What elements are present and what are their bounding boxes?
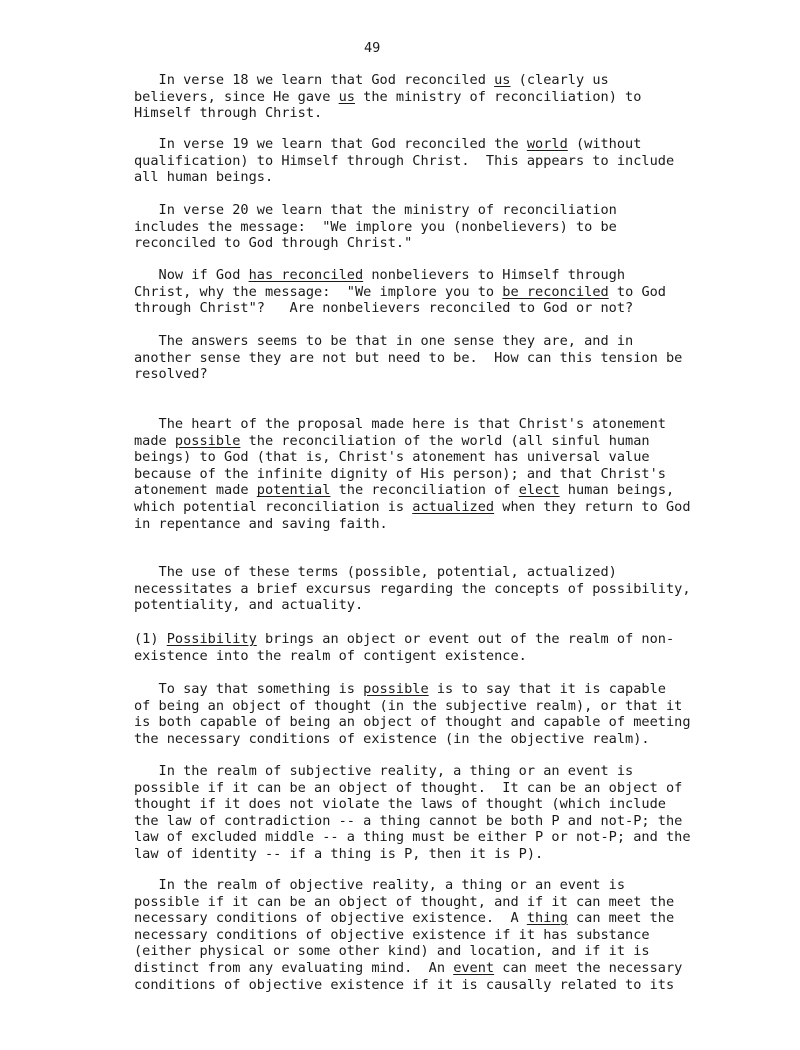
text-line bbox=[134, 943, 714, 960]
text-segment: of being an object of thought (in the subjective realm), or that it bbox=[134, 697, 683, 714]
text-line bbox=[134, 333, 714, 350]
text-line bbox=[134, 350, 714, 367]
text-line bbox=[134, 136, 714, 153]
underlined-term: potential bbox=[256, 482, 331, 499]
text-segment: The use of these terms (possible, potential, actualized) bbox=[134, 564, 617, 580]
text-segment: which potential reconciliation is bbox=[134, 498, 413, 515]
text-segment: the reconciliation of bbox=[330, 482, 519, 499]
text-segment: In verse 19 we learn that God reconciled the bbox=[134, 136, 527, 152]
paragraph bbox=[134, 763, 714, 863]
text-segment: In the realm of objective reality, a thing or an event is bbox=[134, 877, 626, 893]
text-segment: existence into the realm of contigent existence. bbox=[134, 647, 527, 664]
text-segment: conditions of objective existence if it is causally related to its bbox=[134, 976, 675, 993]
paragraph bbox=[134, 564, 714, 614]
text-segment: made bbox=[134, 432, 175, 449]
text-segment: necessitates a brief excursus regarding the concepts of possibility, bbox=[134, 580, 691, 597]
paragraph bbox=[134, 631, 714, 664]
text-segment: is both capable of being an object of thought and capable of meeting bbox=[134, 714, 691, 731]
text-line bbox=[134, 829, 714, 846]
text-line bbox=[134, 813, 714, 830]
underlined-term: world bbox=[526, 136, 568, 152]
text-segment: another sense they are not but need to be. How can this tension be bbox=[134, 349, 683, 366]
text-segment: Now if God bbox=[134, 267, 249, 283]
underlined-term: Possibility bbox=[166, 631, 257, 647]
text-segment: the ministry of reconciliation) to bbox=[354, 88, 642, 105]
text-line bbox=[134, 796, 714, 813]
text-line bbox=[134, 105, 714, 122]
text-segment: resolved? bbox=[134, 366, 208, 383]
text-segment: because of the infinite dignity of His person); and that Christ's bbox=[134, 465, 666, 482]
text-line bbox=[134, 366, 714, 383]
text-segment: possible if it can be an object of thought. It can be an object of bbox=[134, 779, 683, 796]
text-line bbox=[134, 681, 714, 698]
paragraph bbox=[134, 202, 714, 252]
text-line bbox=[134, 894, 714, 911]
text-line bbox=[134, 482, 714, 499]
text-segment: atonement made bbox=[134, 482, 257, 499]
text-segment: all human beings. bbox=[134, 169, 274, 186]
text-segment: can meet the necessary bbox=[494, 959, 683, 976]
page-number: 49 bbox=[364, 40, 381, 56]
text-segment: in repentance and saving faith. bbox=[134, 515, 388, 532]
text-segment: (without bbox=[567, 136, 642, 152]
text-line bbox=[134, 910, 714, 927]
underlined-term: possible bbox=[174, 432, 241, 449]
text-line bbox=[134, 780, 714, 797]
text-line bbox=[134, 927, 714, 944]
text-segment: human beings, bbox=[559, 482, 675, 499]
text-line bbox=[134, 960, 714, 977]
text-line bbox=[134, 763, 714, 780]
text-segment: potentiality, and actuality. bbox=[134, 597, 364, 614]
text-line bbox=[134, 698, 714, 715]
text-line bbox=[134, 235, 714, 252]
text-line bbox=[134, 169, 714, 186]
text-line bbox=[134, 597, 714, 614]
text-segment: Himself through Christ. bbox=[134, 105, 323, 122]
text-segment: The heart of the proposal made here is that Christ's atonement bbox=[134, 416, 666, 432]
text-segment: necessary conditions of objective existence if it has substance bbox=[134, 926, 650, 943]
text-line bbox=[134, 516, 714, 533]
text-line bbox=[134, 72, 714, 89]
underlined-term: elect bbox=[518, 482, 560, 499]
text-segment: can meet the bbox=[567, 910, 675, 927]
text-line bbox=[134, 581, 714, 598]
text-segment: (clearly us bbox=[510, 72, 609, 88]
paragraph bbox=[134, 333, 714, 383]
underlined-term: actualized bbox=[412, 498, 495, 515]
text-segment: through Christ"? Are nonbelievers reconciled to God or not? bbox=[134, 300, 634, 317]
text-line bbox=[134, 284, 714, 301]
text-segment: qualification) to Himself through Christ. This appears to include bbox=[134, 152, 675, 169]
text-segment: Christ, why the message: "We implore you to bbox=[134, 283, 503, 300]
text-segment: reconciled to God through Christ." bbox=[134, 235, 413, 252]
underlined-term: thing bbox=[526, 910, 568, 927]
text-line bbox=[134, 267, 714, 284]
text-line bbox=[134, 219, 714, 236]
underlined-term: us bbox=[338, 88, 355, 105]
text-line bbox=[134, 846, 714, 863]
text-segment: The answers seems to be that in one sense they are, and in bbox=[134, 333, 634, 349]
text-line bbox=[134, 714, 714, 731]
paragraph bbox=[134, 72, 714, 122]
text-segment: thought if it does not violate the laws of thought (which include bbox=[134, 796, 666, 813]
paragraph bbox=[134, 416, 714, 532]
text-segment: the law of contradiction -- a thing cannot be both P and not-P; the bbox=[134, 812, 683, 829]
text-line bbox=[134, 202, 714, 219]
text-segment: when they return to God bbox=[494, 498, 691, 515]
text-segment: law of excluded middle -- a thing must be either P or not-P; and the bbox=[134, 829, 691, 846]
text-line bbox=[134, 648, 714, 665]
text-line bbox=[134, 449, 714, 466]
text-line bbox=[134, 499, 714, 516]
text-segment: possible if it can be an object of thought, and if it can meet the bbox=[134, 893, 675, 910]
text-segment: (either physical or some other kind) and location, and if it is bbox=[134, 943, 650, 960]
text-segment: beings) to God (that is, Christ's atonement has universal value bbox=[134, 449, 650, 466]
paragraph bbox=[134, 267, 714, 317]
underlined-term: be reconciled bbox=[502, 283, 609, 300]
text-line bbox=[134, 564, 714, 581]
text-segment: In the realm of subjective reality, a thing or an event is bbox=[134, 763, 634, 779]
text-line bbox=[134, 433, 714, 450]
text-segment: distinct from any evaluating mind. An bbox=[134, 959, 454, 976]
text-segment: nonbelievers to Himself through bbox=[363, 267, 626, 283]
paragraph bbox=[134, 681, 714, 747]
text-line bbox=[134, 89, 714, 106]
text-line bbox=[134, 416, 714, 433]
text-segment: is to say that it is capable bbox=[428, 681, 666, 697]
text-segment: To say that something is bbox=[134, 681, 364, 697]
text-segment: includes the message: "We implore you (nonbelievers) to be bbox=[134, 218, 617, 235]
text-segment: believers, since He gave bbox=[134, 88, 339, 105]
text-line bbox=[134, 877, 714, 894]
text-segment: In verse 18 we learn that God reconciled bbox=[134, 72, 495, 88]
underlined-term: has reconciled bbox=[248, 267, 364, 283]
paragraph bbox=[134, 877, 714, 993]
text-segment: the necessary conditions of existence (in the objective realm). bbox=[134, 730, 650, 747]
text-line bbox=[134, 300, 714, 317]
text-segment: the reconciliation of the world (all sinful human bbox=[240, 432, 650, 449]
text-line bbox=[134, 153, 714, 170]
text-segment: (1) bbox=[134, 631, 167, 647]
underlined-term: possible bbox=[363, 681, 429, 697]
text-line bbox=[134, 731, 714, 748]
text-line bbox=[134, 977, 714, 994]
text-segment: to God bbox=[608, 283, 666, 300]
underlined-term: us bbox=[494, 72, 511, 88]
text-segment: necessary conditions of objective existence. A bbox=[134, 910, 527, 927]
text-segment: brings an object or event out of the realm of non- bbox=[256, 631, 675, 647]
text-line bbox=[134, 466, 714, 483]
text-segment: law of identity -- if a thing is P, then it is P). bbox=[134, 845, 544, 862]
paragraph bbox=[134, 136, 714, 186]
text-line bbox=[134, 631, 714, 648]
text-segment: In verse 20 we learn that the ministry of reconciliation bbox=[134, 202, 617, 218]
underlined-term: event bbox=[453, 959, 495, 976]
